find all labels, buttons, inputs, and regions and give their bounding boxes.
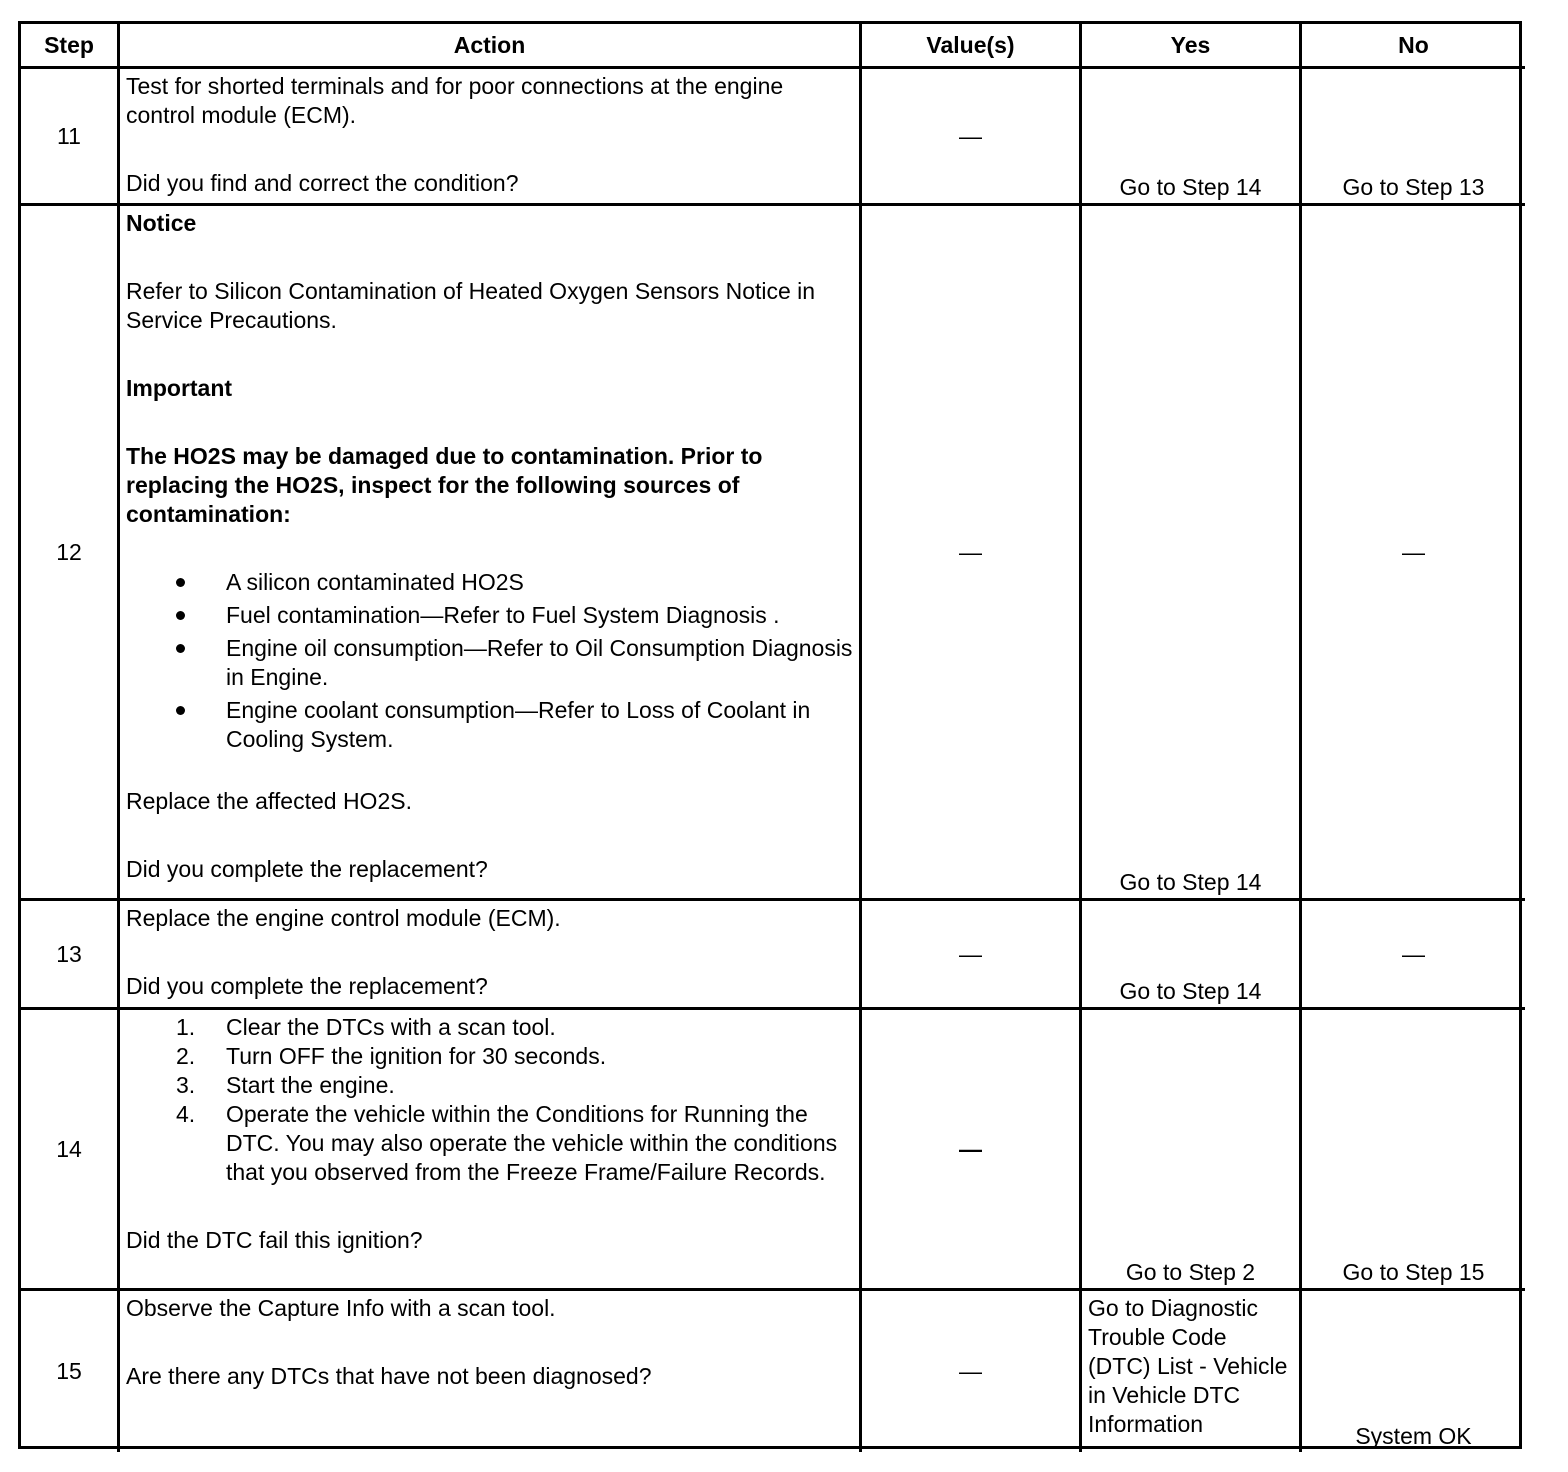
header-step: Step — [21, 24, 120, 69]
step-14-value: — — [862, 1010, 1082, 1291]
step-12-no: — — [1302, 206, 1525, 901]
notice-text: Refer to Silicon Contamination of Heated Oxygen Sensors Notice in Service Precautions. — [126, 278, 816, 333]
step-12-yes-cell — [1082, 206, 1302, 901]
step-14-yes-cell — [1082, 1010, 1302, 1291]
step-11-no-link[interactable]: Go to Step 13 — [1342, 174, 1485, 200]
procedure-list — [126, 1013, 853, 1187]
contamination-sources-list — [126, 568, 853, 754]
bullet-icon — [176, 644, 185, 653]
bullet-icon — [176, 611, 185, 620]
step-14-question: Did the DTC fail this ignition? — [126, 1227, 423, 1253]
step-15-no-result: System OK — [1355, 1423, 1472, 1449]
step-11-yes-link[interactable]: Go to Step 14 — [1119, 174, 1262, 200]
diagnostic-table — [18, 21, 1522, 1449]
important-text: The HO2S may be damaged due to contamination. Prior to replacing the HO2S, inspect for the following sources of contamination: — [126, 443, 763, 527]
step-12-number: 12 — [21, 206, 120, 901]
step-14-number: 14 — [21, 1010, 120, 1291]
step-12-question: Did you complete the replacement? — [126, 856, 488, 882]
list-item: Engine oil consumption—Refer to Oil Consumption Diagnosis in Engine. — [126, 634, 853, 692]
step-13-instruction: Replace the engine control module (ECM). — [126, 905, 561, 931]
list-item: 4. Operate the vehicle within the Conditions for Running the DTC. You may also operate the vehicle within the conditions that you observed from the Freeze Frame/Failure Records. — [176, 1101, 838, 1185]
step-15-no-cell — [1302, 1291, 1525, 1452]
step-14-action — [120, 1010, 862, 1291]
step-15-value: — — [862, 1291, 1082, 1452]
bullet-icon — [176, 578, 185, 587]
step-13-yes-cell — [1082, 901, 1302, 1010]
header-values: Value(s) — [862, 24, 1082, 69]
step-13-number: 13 — [21, 901, 120, 1010]
list-item: 2. Turn OFF the ignition for 30 seconds. — [176, 1043, 607, 1069]
step-13-no: — — [1302, 901, 1525, 1010]
list-item: Engine coolant consumption—Refer to Loss of Coolant in Cooling System. — [126, 696, 853, 754]
step-14-no-cell — [1302, 1010, 1525, 1291]
replace-instruction: Replace the affected HO2S. — [126, 788, 412, 814]
list-item: 1. Clear the DTCs with a scan tool. — [176, 1014, 556, 1040]
step-13-action — [120, 901, 862, 1010]
bullet-icon — [176, 706, 185, 715]
important-heading: Important — [126, 375, 233, 401]
step-11-instruction: Test for shorted terminals and for poor connections at the engine control module (ECM). — [126, 73, 784, 128]
step-12-yes-link[interactable]: Go to Step 14 — [1119, 869, 1262, 895]
step-11-value: — — [862, 69, 1082, 206]
step-13-value: — — [862, 901, 1082, 1010]
header-action: Action — [120, 24, 862, 69]
header-yes: Yes — [1082, 24, 1302, 69]
header-no: No — [1302, 24, 1525, 69]
step-11-no-cell — [1302, 69, 1525, 206]
step-11-question: Did you find and correct the condition? — [126, 170, 519, 196]
step-12-value: — — [862, 206, 1082, 901]
step-14-no-link[interactable]: Go to Step 15 — [1342, 1259, 1485, 1285]
step-13-question: Did you complete the replacement? — [126, 973, 488, 999]
list-item: A silicon contaminated HO2S — [126, 568, 853, 597]
step-13-yes-link[interactable]: Go to Step 14 — [1119, 978, 1262, 1004]
step-15-instruction: Observe the Capture Info with a scan tool. — [126, 1295, 556, 1321]
step-11-yes-cell — [1082, 69, 1302, 206]
notice-heading: Notice — [126, 210, 197, 236]
step-14-yes-link[interactable]: Go to Step 2 — [1125, 1259, 1256, 1285]
step-11-number: 11 — [21, 69, 120, 206]
step-11-action — [120, 69, 862, 206]
step-15-number: 15 — [21, 1291, 120, 1452]
step-15-yes-link[interactable]: Go to Diagnostic Trouble Code (DTC) List - Vehicle in Vehicle DTC Information — [1082, 1291, 1302, 1452]
step-12-action — [120, 206, 862, 901]
step-15-action — [120, 1291, 862, 1452]
step-15-question: Are there any DTCs that have not been diagnosed? — [126, 1363, 652, 1389]
list-item: 3. Start the engine. — [176, 1072, 395, 1098]
list-item: Fuel contamination—Refer to Fuel System Diagnosis . — [126, 601, 853, 630]
